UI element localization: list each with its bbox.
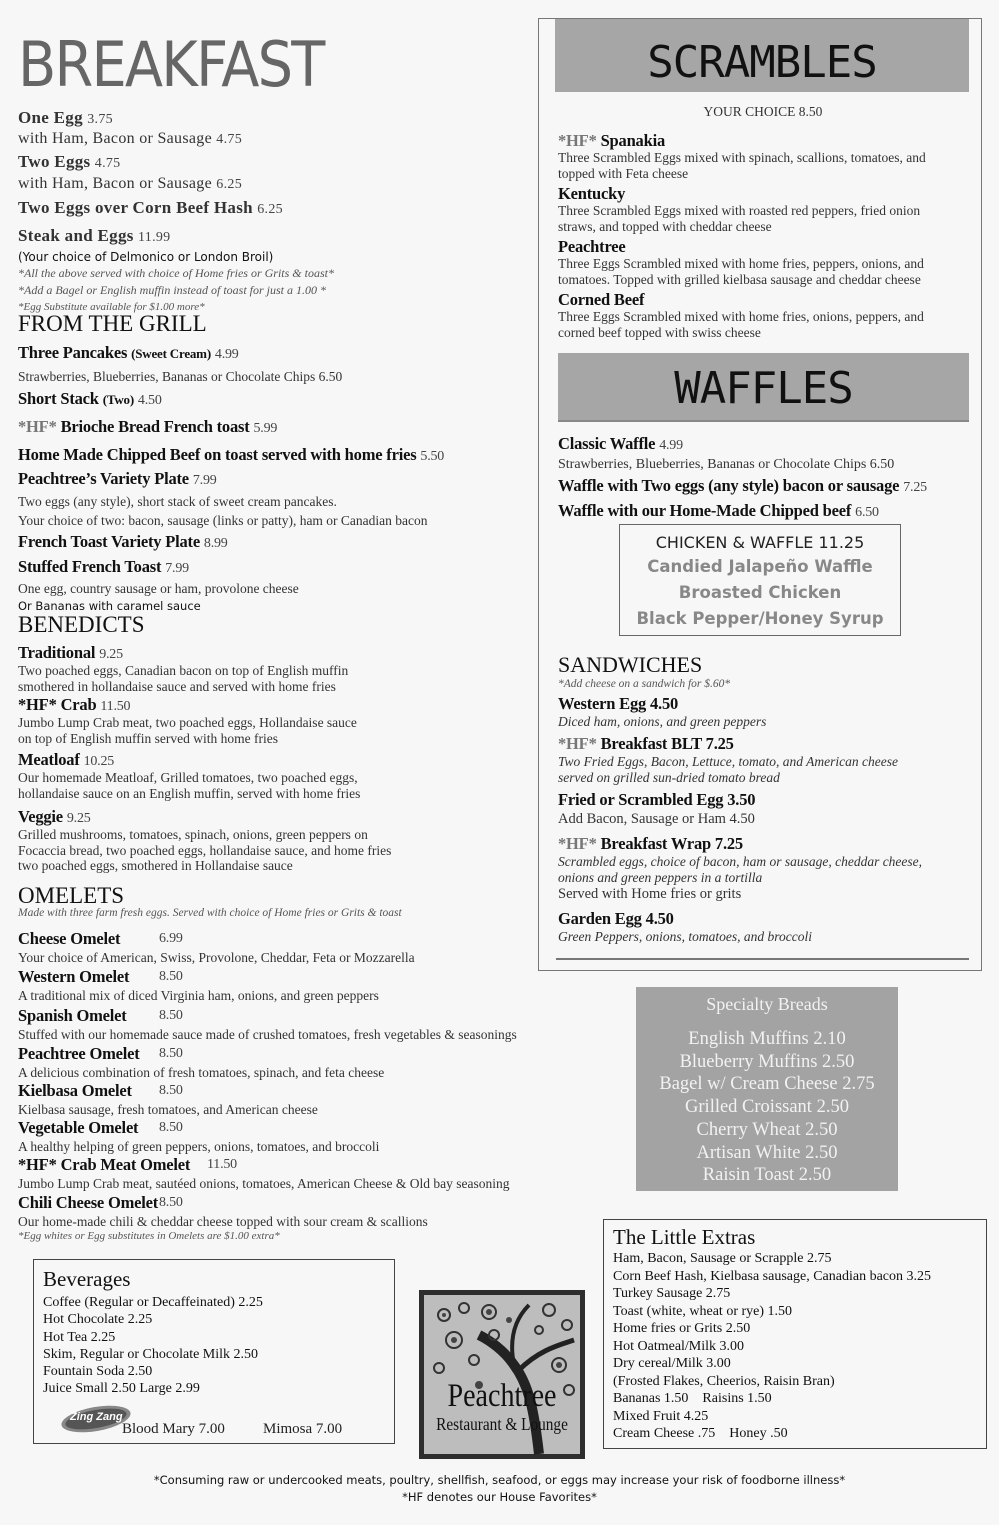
item-name: Spanakia	[600, 131, 666, 150]
sandwiches-list	[558, 694, 973, 949]
hf-badge: *HF*	[18, 1155, 57, 1174]
item-desc: Three Scrambled Eggs mixed with spinach, scallions, tomatoes, and	[558, 150, 926, 165]
menu-item-ft-variety	[18, 530, 528, 556]
cw-line: Broasted Chicken	[678, 583, 842, 602]
item-desc: Three Eggs Scrambled mixed with home fries, peppers, onions, and	[558, 256, 924, 271]
hf-badge: *HF*	[18, 417, 57, 436]
item-price: 9.25	[99, 647, 123, 662]
hf-badge: *HF*	[558, 131, 597, 150]
list-item: Coffee (Regular or Decaffeinated) 2.25	[43, 1295, 263, 1310]
list-item	[18, 751, 528, 808]
cw-line: Candied Jalapeño Waffle	[647, 557, 873, 576]
list-item: Bananas 1.50 Raisins 1.50	[613, 1391, 772, 1406]
list-item: Ham, Bacon, Sausage or Scrapple 2.75	[613, 1251, 832, 1266]
item-desc: A healthy helping of green peppers, onions, tomatoes, and broccoli	[18, 1139, 380, 1154]
omelets-title: OMELETS	[18, 883, 125, 908]
list-item: Juice Small 2.50 Large 2.99	[43, 1381, 200, 1397]
menu-item-classic-waffle	[558, 434, 978, 455]
menu-item-sub	[18, 129, 518, 149]
item-name: Chili Cheese Omelet	[18, 1193, 159, 1212]
item-name: Peachtree	[558, 237, 626, 256]
item-price: 4.75	[94, 156, 121, 171]
item-price: 8.50	[159, 1120, 183, 1135]
item-name: Crab	[60, 695, 97, 714]
waffles-title: WAFFLES	[558, 353, 969, 422]
list-item: Cherry Wheat 2.50	[696, 1119, 838, 1140]
scramble-heading	[558, 132, 968, 150]
item-name: Crab Meat Omelet	[60, 1155, 191, 1174]
footer-disclaimer: *Consuming raw or undercooked meats, poultry, shellfish, seafood, or eggs may increase your risk of foodborne illness*	[153, 1473, 846, 1487]
scrambles-choice: YOUR CHOICE 8.50	[703, 104, 823, 119]
item-desc: Kielbasa sausage, fresh tomatoes, and American cheese	[18, 1102, 318, 1117]
item-desc: A delicious combination of fresh tomatoes, spinach, and feta cheese	[18, 1065, 385, 1080]
item-price: 11.50	[207, 1157, 237, 1172]
item-desc: Diced ham, onions, and green peppers	[558, 714, 767, 729]
grill-section	[18, 342, 528, 614]
list-item	[558, 291, 968, 344]
item-price: 11.50	[100, 699, 131, 714]
sandwich-heading	[558, 694, 973, 714]
list-item	[558, 694, 973, 734]
sandwich-heading	[558, 734, 973, 754]
breakfast-note: *All the above served with choice of Home fries or Grits & toast*	[18, 266, 334, 280]
item-name: Peachtree Omelet	[18, 1044, 140, 1063]
item-desc: Three Eggs Scrambled mixed with home fries, onions, peppers, and	[558, 309, 924, 324]
item-name: Brioche Bread French toast	[60, 417, 250, 436]
item-desc: Stuffed with our homemade sauce made of crushed tomatoes, fresh vegetables & seasonings	[18, 1027, 517, 1042]
list-item	[558, 185, 968, 238]
item-price: 6.25	[216, 177, 242, 192]
list-item	[558, 132, 968, 185]
menu-item-short-stack	[18, 388, 528, 412]
omelet-heading	[18, 1118, 578, 1138]
item-price: 6.50	[855, 505, 879, 520]
list-item	[558, 238, 968, 291]
item-price: 11.99	[138, 230, 171, 245]
menu-item-steak	[18, 224, 518, 249]
breakfast-section	[18, 108, 518, 315]
scramble-heading	[558, 291, 968, 309]
item-name: Home Made Chipped Beef on toast served with home fries	[18, 445, 417, 464]
item-name: One Egg	[18, 108, 83, 127]
item-name: French Toast Variety Plate	[18, 532, 200, 551]
item-desc: Two poached eggs, Canadian bacon on top of English muffin	[18, 663, 349, 678]
list-item: Home fries or Grits 2.50	[613, 1321, 751, 1336]
item-price: 4.75	[216, 132, 242, 147]
scrambles-title: SCRAMBLES	[555, 19, 969, 92]
item-name: Garden Egg 4.50	[558, 909, 674, 928]
item-name: Short Stack	[18, 389, 99, 408]
item-desc: Three Scrambled Eggs mixed with roasted red peppers, fried onion	[558, 203, 921, 218]
list-item: Dry cereal/Milk 3.00	[613, 1356, 731, 1371]
item-name: Western Omelet	[18, 967, 130, 986]
list-item: Corn Beef Hash, Kielbasa sausage, Canadian bacon 3.25	[613, 1268, 932, 1284]
footer	[0, 1472, 999, 1506]
item-desc: Strawberries, Blueberries, Bananas or Chocolate Chips 6.50	[558, 457, 895, 472]
item-desc: straws, and topped with cheddar cheese	[558, 218, 772, 234]
item-desc: with Ham, Bacon or Sausage	[18, 175, 212, 192]
list-item	[18, 696, 528, 751]
list-item	[558, 909, 973, 949]
breakfast-title: BREAKFAST	[18, 28, 324, 101]
omelet-heading	[18, 1006, 578, 1026]
hf-badge: *HF*	[558, 834, 597, 853]
scramble-heading	[558, 238, 968, 256]
breads-title: Specialty Breads	[706, 994, 828, 1014]
item-desc: two poached eggs, smothered in Hollandaise sauce	[18, 858, 293, 873]
hf-badge: *HF*	[18, 695, 57, 714]
menu-item-variety-plate	[18, 468, 528, 492]
item-desc: Two Fried Eggs, Bacon, Lettuce, tomato, and American cheese	[558, 754, 898, 769]
item-desc: Your choice of two: bacon, sausage (links or patty), ham or Canadian bacon	[18, 513, 428, 528]
sandwiches-title: SANDWICHES	[558, 652, 703, 677]
item-desc: Scrambled eggs, choice of bacon, ham or sausage, cheddar cheese,	[558, 854, 923, 869]
item-name: Breakfast Wrap 7.25	[600, 834, 743, 853]
item-name: Traditional	[18, 643, 96, 662]
item-name: Cheese Omelet	[18, 929, 121, 948]
breads-list	[636, 1028, 898, 1187]
sandwiches-note: *Add cheese on a sandwich for $.60*	[558, 678, 731, 690]
list-item	[18, 1044, 578, 1081]
item-desc: Our home-made chili & cheddar cheese topped with sour cream & scallions	[18, 1214, 428, 1229]
item-name: Kentucky	[558, 184, 626, 203]
list-item: (Frosted Flakes, Cheerios, Raisin Bran)	[613, 1373, 835, 1389]
omelet-heading	[18, 1081, 578, 1101]
menu-item-chipped-beef	[18, 444, 528, 468]
item-desc: One egg, country sausage or ham, provolone cheese	[18, 581, 299, 596]
item-name: Veggie	[18, 807, 63, 826]
grill-title: FROM THE GRILL	[18, 311, 207, 336]
scramble-heading	[558, 185, 968, 203]
list-item: Raisin Toast 2.50	[702, 1165, 832, 1186]
hf-badge: *HF*	[558, 734, 597, 753]
omelet-heading	[18, 1193, 578, 1213]
menu-item-waffle-chipped	[558, 499, 978, 524]
logo-text: Zing Zang	[70, 1411, 123, 1423]
item-price: 5.50	[420, 449, 445, 464]
omelet-heading	[18, 967, 578, 987]
item-name: Corned Beef	[558, 290, 645, 309]
list-item: Artisan White 2.50	[696, 1142, 838, 1163]
item-name: Breakfast BLT 7.25	[600, 734, 734, 753]
omelets-list	[18, 929, 578, 1233]
list-item	[18, 808, 528, 874]
item-desc: on top of English muffin served with home fries	[18, 730, 278, 746]
item-desc: hollandaise sauce on an English muffin, served with home fries	[18, 785, 361, 801]
item-desc: served on grilled sun-dried tomato bread	[558, 769, 780, 785]
item-price: 8.50	[159, 1083, 183, 1098]
chicken-waffle-box	[619, 524, 901, 636]
specialty-breads-box	[636, 987, 898, 1191]
item-desc: Served with Home fries or grits	[558, 886, 742, 902]
breakfast-note: *Add a Bagel or English muffin instead of toast for just a 1.00 *	[18, 283, 327, 297]
menu-item-pancakes	[18, 342, 528, 366]
list-item	[18, 929, 578, 967]
omelets-note: *Egg whites or Egg substitutes in Omelets are $1.00 extra*	[18, 1230, 280, 1242]
item-price: 4.50	[137, 393, 162, 408]
item-name: Kielbasa Omelet	[18, 1081, 132, 1100]
item-note: (Two)	[102, 392, 134, 407]
cw-title: CHICKEN & WAFFLE 11.25	[655, 533, 865, 552]
list-item	[18, 644, 528, 696]
list-item: Mixed Fruit 4.25	[613, 1408, 709, 1424]
sandwich-heading	[558, 909, 973, 929]
list-item	[18, 1118, 578, 1155]
divider	[556, 958, 969, 960]
list-item: Hot Oatmeal/Milk 3.00	[613, 1338, 745, 1354]
list-item: Hot Tea 2.25	[43, 1329, 116, 1345]
item-desc: Add Bacon, Sausage or Ham 4.50	[558, 811, 755, 827]
omelet-heading	[18, 929, 578, 949]
item-price: 4.99	[659, 438, 683, 453]
item-name: Western Egg 4.50	[558, 694, 679, 713]
item-desc: Jumbo Lump Crab meat, two poached eggs, Hollandaise sauce	[18, 715, 357, 730]
list-item	[18, 1155, 578, 1193]
beverages-list	[43, 1294, 394, 1398]
steak-note: (Your choice of Delmonico or London Broil)	[18, 250, 274, 264]
item-desc: Your choice of American, Swiss, Provolone, Cheddar, Feta or Mozzarella	[18, 950, 415, 965]
item-desc: Or Bananas with caramel sauce	[18, 599, 201, 613]
item-price: 7.25	[903, 480, 927, 495]
cw-line: Black Pepper/Honey Syrup	[636, 609, 884, 628]
item-price: 9.25	[66, 811, 91, 826]
menu-item-waffle-eggs	[558, 474, 978, 499]
beverages-title: Beverages	[43, 1267, 131, 1291]
list-item	[18, 1193, 578, 1233]
list-item: Skim, Regular or Chocolate Milk 2.50	[43, 1346, 259, 1362]
list-item: Hot Chocolate 2.25	[43, 1312, 153, 1328]
item-price: 7.99	[165, 561, 189, 576]
list-item	[18, 1081, 578, 1118]
item-desc: onions and green peppers in a tortilla	[558, 869, 763, 885]
logo-name: Peachtree	[447, 1378, 557, 1414]
scrambles-list	[558, 132, 968, 344]
item-price: 8.50	[159, 1046, 183, 1061]
sandwich-heading	[558, 834, 973, 854]
footer-hf-note: *HF denotes our House Favorites*	[402, 1490, 597, 1504]
item-desc: topped with Feta cheese	[558, 165, 689, 181]
list-item	[558, 734, 973, 790]
extras-title: The Little Extras	[613, 1225, 756, 1249]
list-item	[558, 790, 973, 834]
item-desc: with Ham, Bacon or Sausage	[18, 130, 212, 147]
item-desc: Two eggs (any style), short stack of sweet cream pancakes.	[18, 494, 337, 509]
item-name: Vegetable Omelet	[18, 1118, 139, 1137]
list-item: Grilled Croissant 2.50	[685, 1097, 849, 1118]
item-price: 5.99	[253, 421, 278, 436]
menu-item-one-egg	[18, 108, 518, 129]
item-name: Three Pancakes	[18, 343, 128, 362]
peachtree-logo	[419, 1290, 585, 1459]
item-name: Classic Waffle	[558, 434, 656, 453]
list-item: Turkey Sausage 2.75	[613, 1286, 731, 1301]
item-desc: Focaccia bread, two poached eggs, hollandaise sauce, and home fries	[18, 842, 392, 858]
item-desc: corned beef topped with swiss cheese	[558, 324, 761, 340]
list-item	[558, 834, 973, 909]
item-desc: tomatoes. Topped with grilled kielbasa sausage and cheddar cheese	[558, 271, 921, 287]
list-item: Cream Cheese .75 Honey .50	[613, 1426, 788, 1441]
menu-item-stuffed-ft	[18, 556, 528, 580]
omelet-heading	[18, 1155, 578, 1175]
item-name: Fried or Scrambled Egg 3.50	[558, 790, 756, 809]
item-name: Stuffed French Toast	[18, 557, 162, 576]
item-price: 7.99	[192, 473, 217, 488]
item-price: 8.50	[159, 1008, 183, 1023]
item-price: 4.99	[214, 347, 239, 362]
item-price: 8.50	[159, 969, 183, 984]
item-price: 6.25	[257, 202, 283, 217]
item-desc: A traditional mix of diced Virginia ham, onions, and green peppers	[18, 988, 379, 1003]
sandwich-heading	[558, 790, 973, 810]
mimosa: Mimosa 7.00	[263, 1421, 343, 1437]
item-desc: smothered in hollandaise sauce and served with home fries	[18, 678, 336, 694]
menu-item-brioche	[18, 416, 528, 440]
logo-tagline: Restaurant & Lounge	[436, 1414, 568, 1434]
item-desc: Jumbo Lump Crab meat, sautéed onions, tomatoes, American Cheese & Old bay seasoning	[18, 1176, 510, 1191]
item-price: 8.99	[203, 536, 228, 551]
omelets-subtitle: Made with three farm fresh eggs. Served with choice of Home fries or Grits & toast	[18, 907, 402, 919]
item-name: Two Eggs	[18, 152, 91, 171]
omelet-heading	[18, 1044, 578, 1064]
item-note: (Sweet Cream)	[131, 346, 211, 361]
menu-item-two-eggs	[18, 151, 518, 174]
bloody-mary: Blood Mary 7.00	[122, 1421, 225, 1437]
menu-item-hash	[18, 196, 518, 221]
item-name: Two Eggs over Corn Beef Hash	[18, 198, 253, 217]
benedicts-section	[18, 644, 528, 874]
item-price: 6.99	[159, 931, 183, 946]
list-item: Toast (white, wheat or rye) 1.50	[613, 1303, 793, 1319]
list-item: Blueberry Muffins 2.50	[679, 1051, 855, 1072]
item-name: Waffle with Two eggs (any style) bacon or sausage	[558, 476, 900, 495]
menu-item-sub	[18, 174, 518, 194]
item-desc: Green Peppers, onions, tomatoes, and broccoli	[558, 929, 812, 944]
list-item	[18, 1006, 578, 1044]
item-name: Meatloaf	[18, 750, 80, 769]
benedicts-title: BENEDICTS	[18, 612, 145, 637]
item-price: 3.75	[87, 112, 113, 127]
little-extras-box	[603, 1219, 987, 1449]
list-item	[18, 967, 578, 1006]
list-item: Fountain Soda 2.50	[43, 1364, 153, 1380]
item-price: 8.50	[159, 1195, 183, 1210]
list-item: Bagel w/ Cream Cheese 2.75	[659, 1074, 875, 1095]
item-name: Waffle with our Home-Made Chipped beef	[558, 501, 852, 520]
item-desc: Strawberries, Blueberries, Bananas or Chocolate Chips 6.50	[18, 369, 343, 384]
breakfast-note: *Egg Substitute available for $1.00 more*	[18, 301, 205, 313]
extras-list	[613, 1250, 986, 1443]
item-desc: Grilled mushrooms, tomatoes, spinach, onions, green peppers on	[18, 827, 368, 842]
waffles-section	[558, 434, 978, 524]
item-desc: Our homemade Meatloaf, Grilled tomatoes, two poached eggs,	[18, 770, 358, 785]
item-name: Peachtree’s Variety Plate	[18, 469, 189, 488]
item-name: Steak and Eggs	[18, 226, 134, 245]
list-item: English Muffins 2.10	[688, 1029, 846, 1049]
item-price: 10.25	[83, 754, 115, 769]
item-name: Spanish Omelet	[18, 1006, 127, 1025]
